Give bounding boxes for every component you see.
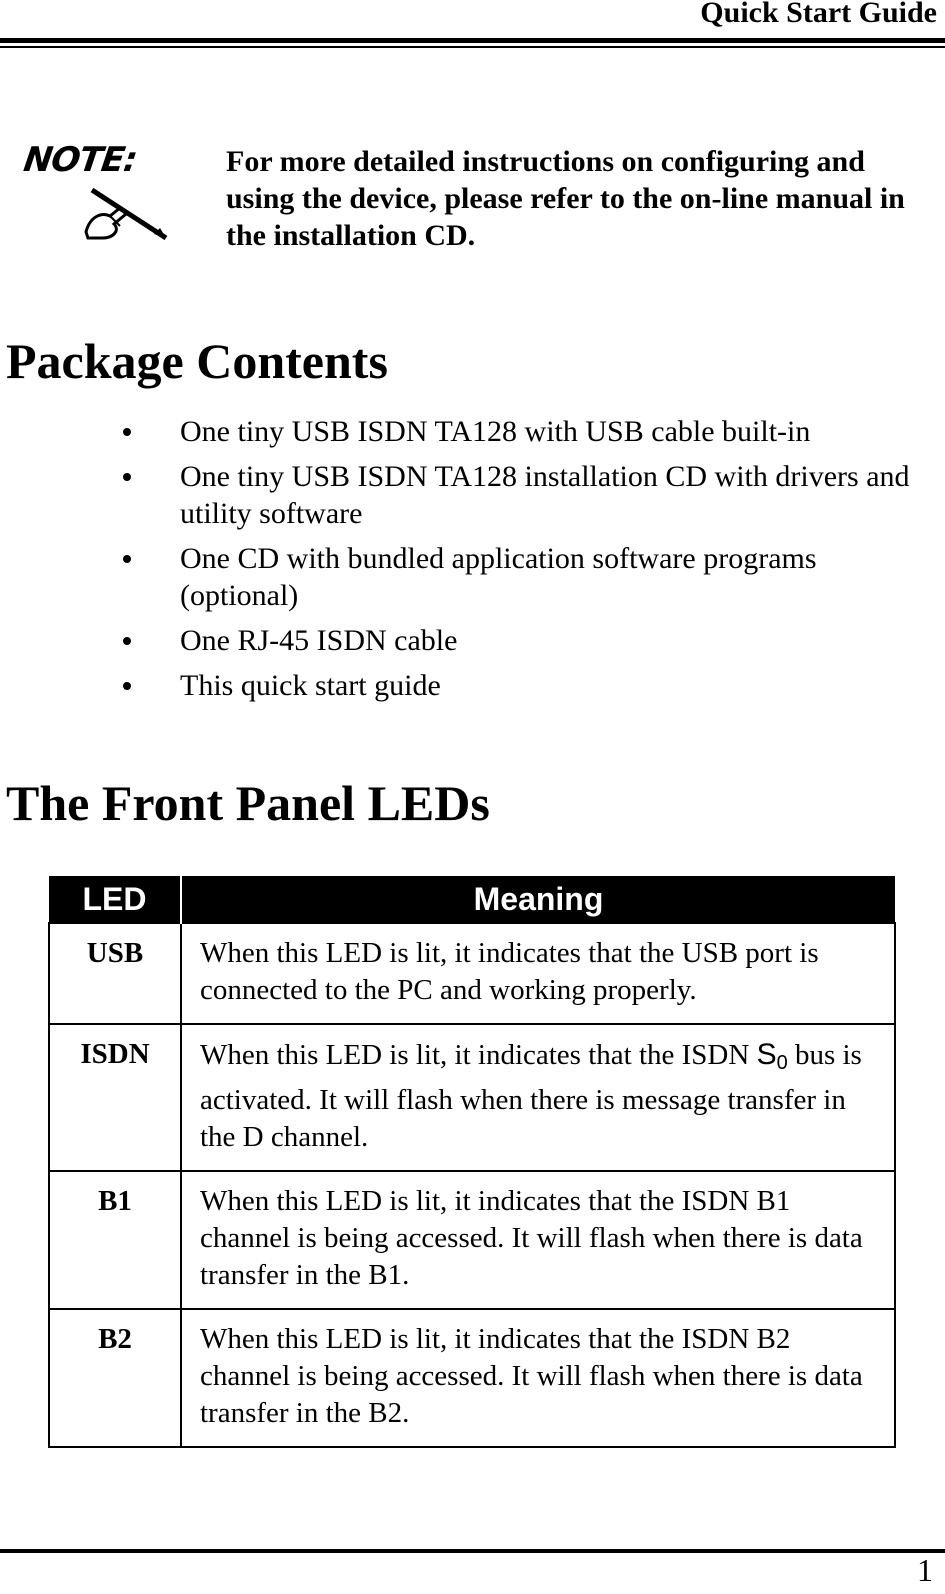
package-contents-list	[0, 413, 945, 712]
bullet-icon	[123, 682, 131, 690]
s0-bus-symbol	[756, 1038, 788, 1074]
page-number: 1	[917, 1552, 933, 1588]
front-panel-leds-title: The Front Panel LEDs	[6, 775, 490, 831]
column-header-meaning: Meaning	[181, 876, 895, 923]
led-meaning: When this LED is lit, it indicates that the ISDN B1 channel is being accessed. It will flash when there is data transfer in the B1.	[181, 1171, 895, 1309]
led-meaning	[181, 1024, 895, 1171]
list-item-text: One CD with bundled application software programs (optional)	[180, 542, 817, 612]
led-table	[48, 876, 896, 1448]
header-title: Quick Start Guide	[700, 0, 937, 29]
led-meaning-part: When this LED is lit, it indicates that the ISDN	[200, 1039, 750, 1071]
led-meaning: When this LED is lit, it indicates that the ISDN B2 channel is being accessed. It will flash when there is data transfer in the B2.	[181, 1309, 895, 1447]
list-item-text: This quick start guide	[180, 669, 441, 702]
package-contents-title: Package Contents	[6, 333, 388, 389]
note-logo	[18, 140, 168, 250]
bullet-icon	[123, 637, 131, 645]
note-label: NOTE:	[21, 140, 140, 180]
table-row	[49, 1309, 895, 1447]
pen-writing-icon	[80, 186, 170, 242]
led-name: B2	[49, 1309, 181, 1447]
note-text: For more detailed instructions on configuring and using the device, please refer to the on-line manual in the installation CD.	[226, 145, 905, 252]
led-name: USB	[49, 923, 181, 1024]
table-row	[49, 923, 895, 1024]
list-item	[0, 667, 945, 704]
footer-rule	[0, 1549, 945, 1553]
header-rule-thin	[0, 46, 945, 48]
header-rule-thick	[0, 38, 945, 43]
list-item-text: One RJ-45 ISDN cable	[180, 624, 458, 657]
bullet-icon	[123, 473, 131, 481]
list-item	[0, 540, 945, 614]
led-name: B1	[49, 1171, 181, 1309]
led-meaning: When this LED is lit, it indicates that the USB port is connected to the PC and working properly.	[181, 923, 895, 1024]
s0-letter: S	[756, 1038, 777, 1071]
column-header-led: LED	[49, 876, 181, 923]
led-meaning-part: bus is activated. It will flash when there is message transfer in the D channel.	[200, 1039, 862, 1153]
list-item-text: One tiny USB ISDN TA128 with USB cable built-in	[180, 415, 811, 448]
table-row	[49, 1171, 895, 1309]
list-item	[0, 413, 945, 450]
table-row	[49, 1024, 895, 1171]
bullet-icon	[123, 428, 131, 436]
list-item-text: One tiny USB ISDN TA128 installation CD with drivers and utility software	[180, 460, 910, 530]
list-item	[0, 622, 945, 659]
bullet-icon	[123, 555, 131, 563]
led-name: ISDN	[49, 1024, 181, 1171]
list-item	[0, 458, 945, 532]
table-header-row	[49, 876, 895, 923]
s0-subscript: 0	[776, 1052, 788, 1074]
